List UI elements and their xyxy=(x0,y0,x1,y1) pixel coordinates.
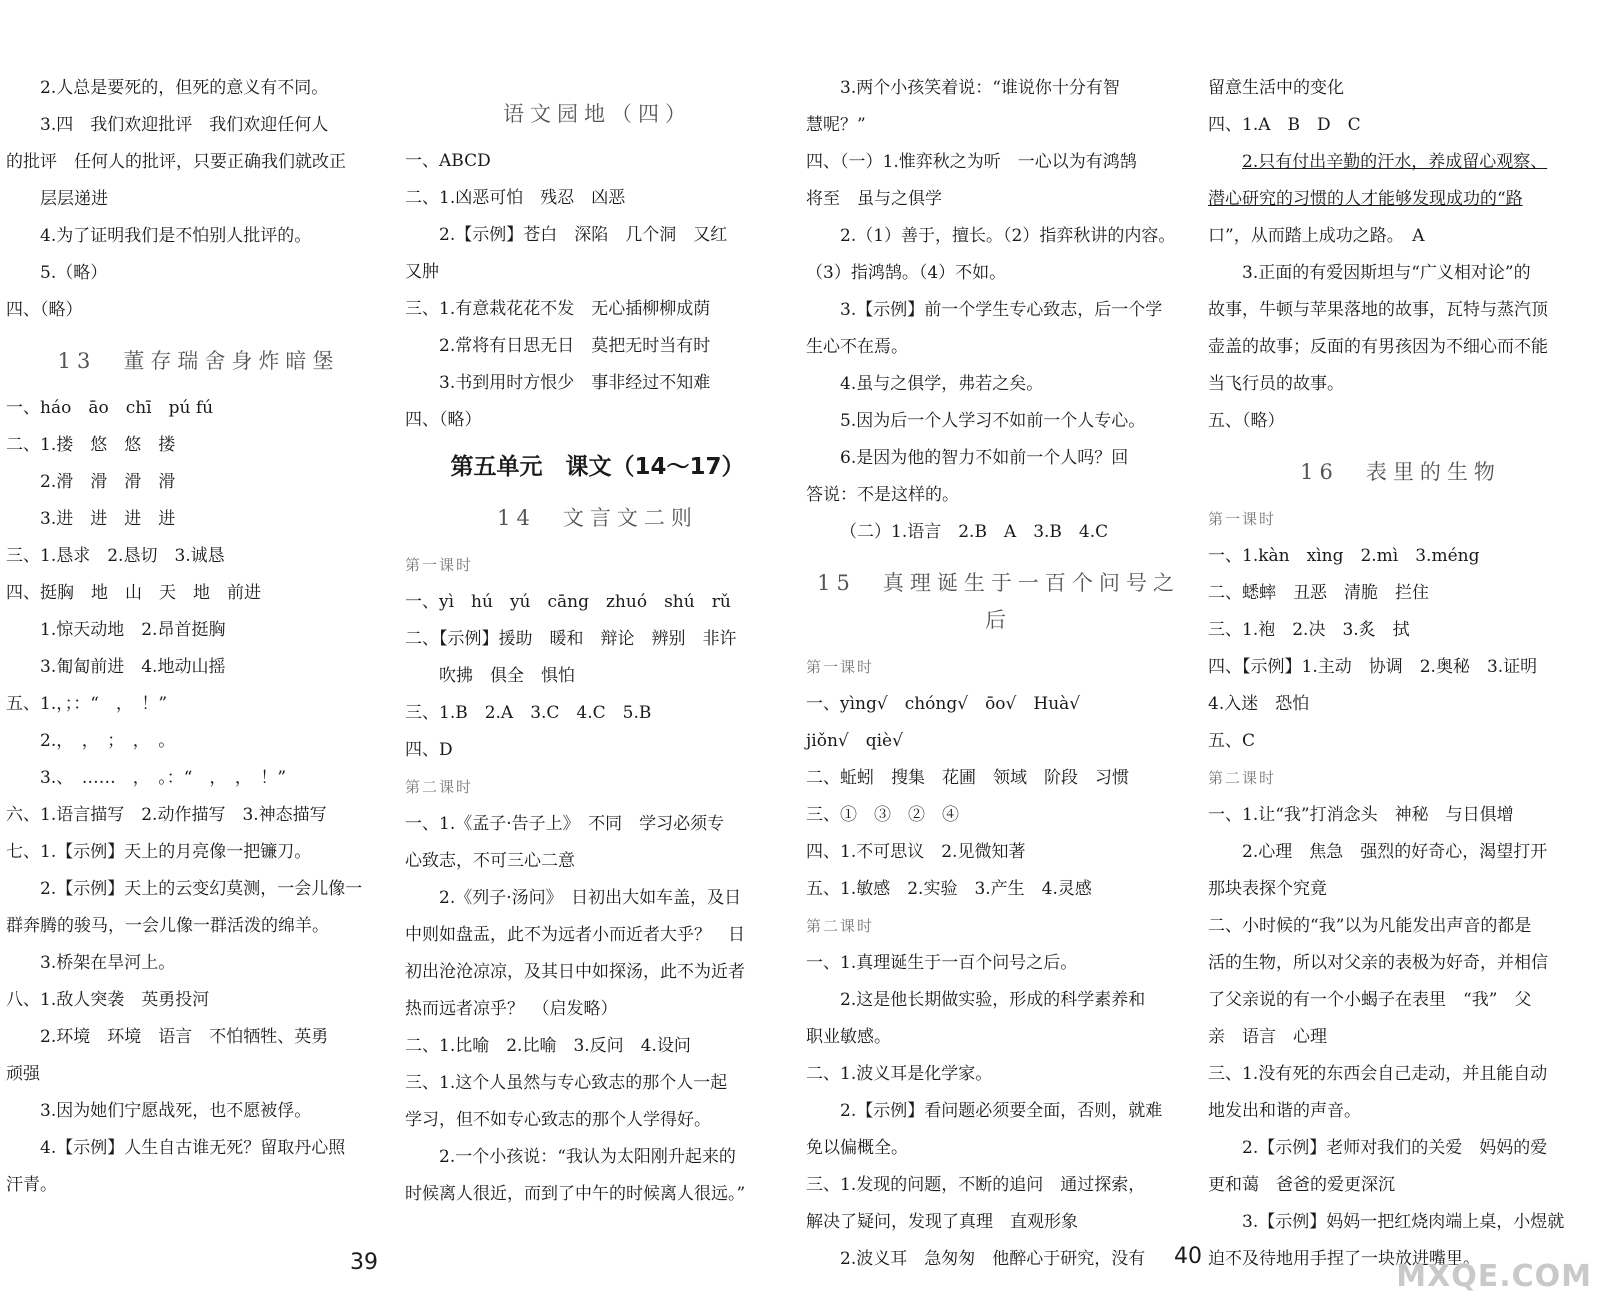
answer-line: 3.【示例】前一个学生专心致志，后一个学 xyxy=(840,300,1163,320)
answer-line: 时候离人很近，而到了中午的时候离人很远。” xyxy=(405,1184,746,1204)
answer-line: 三、1.B 2.A 3.C 4.C 5.B xyxy=(405,703,652,723)
answer-line: 一、ABCD xyxy=(405,151,491,171)
answer-line: 一、yìng√ chóng√ ōo√ Huà√ xyxy=(806,694,1081,714)
answer-line: 三、1.没有死的东西会自己走动，并且能自动 xyxy=(1208,1064,1548,1084)
answer-line: 2.【示例】老师对我们的关爱 妈妈的爱 xyxy=(1242,1138,1548,1158)
answer-line: 地发出和谐的声音。 xyxy=(1208,1101,1361,1121)
answer-line: 一、1.kàn xìng 2.mì 3.méng xyxy=(1208,546,1480,566)
answer-line: 3.正面的有爱因斯坦与“广义相对论”的 xyxy=(1242,263,1531,283)
answer-line: 四、挺胸 地 山 天 地 前进 xyxy=(6,583,261,603)
watermark-logo: MXQE.COM xyxy=(1396,1259,1592,1294)
answer-line: 5.（略） xyxy=(40,263,108,283)
column-3 xyxy=(806,70,1191,1278)
answer-line: 免以偏概全。 xyxy=(806,1138,908,1158)
column-4 xyxy=(1208,70,1593,1278)
answer-line: 2.心理 焦急 强烈的好奇心，渴望打开 xyxy=(1242,842,1548,862)
answer-line: 那块表探个究竟 xyxy=(1208,879,1327,899)
answer-line: 3.书到用时方恨少 事非经过不知难 xyxy=(439,373,711,393)
answer-line: 2.《列子·汤问》 日初出大如车盖，及日 xyxy=(439,888,742,908)
answer-line: 三、1.发现的问题，不断的追问 通过探索， xyxy=(806,1175,1146,1195)
answer-line: 故事，牛顿与苹果落地的故事，瓦特与蒸汽顶 xyxy=(1208,300,1548,320)
answer-line: 更和蔼 爸爸的爱更深沉 xyxy=(1208,1175,1395,1195)
answer-line: 职业敏感。 xyxy=(806,1027,891,1047)
lesson-period-label: 第二课时 xyxy=(806,917,875,935)
answer-line: 三、1.恳求 2.恳切 3.诚恳 xyxy=(6,546,225,566)
answer-line: 解决了疑问，发现了真理 直观形象 xyxy=(806,1212,1078,1232)
answer-line: jiǒn√ qiè√ xyxy=(806,731,903,751)
answer-line: 1.惊天动地 2.昂首挺胸 xyxy=(40,620,226,640)
answer-line: 2.这是他长期做实验，形成的科学素养和 xyxy=(840,990,1146,1010)
answer-line: 二、1.比喻 2.比喻 3.反问 4.设问 xyxy=(405,1036,691,1056)
answer-line: 二、1.搂 悠 悠 搂 xyxy=(6,435,176,455)
answer-line: 生心不在焉。 xyxy=(806,337,908,357)
answer-line: 热而远者凉乎？ （启发略） xyxy=(405,999,618,1019)
answer-line: 答说：不是这样的。 xyxy=(806,485,959,505)
answer-line: 二、【示例】援助 暖和 辩论 辨别 非许 xyxy=(405,629,737,649)
answer-line: 六、1.语言描写 2.动作描写 3.神态描写 xyxy=(6,805,327,825)
column-2 xyxy=(405,82,790,1213)
answer-line: 将至 虽与之俱学 xyxy=(806,189,942,209)
answer-line: 2.【示例】看问题必须要全面，否则，就难 xyxy=(840,1101,1163,1121)
answer-line: 五、（略） xyxy=(1208,411,1285,431)
answer-line: 四、（略） xyxy=(405,410,482,430)
answer-line: 2.人总是要死的，但死的意义有不同。 xyxy=(40,78,329,98)
answer-line: 慧呢？” xyxy=(806,115,866,135)
answer-line: 初出沧沧凉凉，及其日中如探汤，此不为近者 xyxy=(405,962,745,982)
lesson-title: 15 真理诞生于一百个问号之后 xyxy=(817,571,1180,632)
answer-line: 四、D xyxy=(405,740,453,760)
answer-line: 3.因为她们宁愿战死，也不愿被俘。 xyxy=(40,1101,312,1121)
unit-title: 第五单元 课文（14～17） xyxy=(450,454,745,480)
lesson-period-label: 第二课时 xyxy=(1208,769,1277,787)
answer-line: 学习，但不如专心致志的那个人学得好。 xyxy=(405,1110,711,1130)
answer-line: 2.一个小孩说：“我认为太阳刚升起来的 xyxy=(439,1147,736,1167)
answer-line: 一、1.《孟子·告子上》 不同 学习必须专 xyxy=(405,814,725,834)
answer-line: 层层递进 xyxy=(40,189,108,209)
lesson-period-label: 第一课时 xyxy=(1208,510,1277,528)
answer-line: 一、1.真理诞生于一百个问号之后。 xyxy=(806,953,1078,973)
answer-line: 2.波义耳 急匆匆 他醉心于研究，没有 xyxy=(840,1249,1146,1269)
answer-line: 三、① ③ ② ④ xyxy=(806,805,959,825)
lesson-period-label: 第一课时 xyxy=(806,658,875,676)
answer-line: 2.， ， ； ， 。 xyxy=(40,731,176,751)
answer-line: 壶盖的故事；反面的有男孩因为不细心而不能 xyxy=(1208,337,1548,357)
answer-line: 八、1.敌人突袭 英勇投河 xyxy=(6,990,210,1010)
answer-line: （二）1.语言 2.B A 3.B 4.C xyxy=(840,522,1109,542)
answer-line: 一、yì hú yú cāng zhuó shú rǔ xyxy=(405,592,731,612)
answer-line: 2.【示例】天上的云变幻莫测，一会儿像一 xyxy=(40,879,363,899)
page-number-left: 39 xyxy=(350,1250,378,1275)
answer-line: 3.进 进 进 进 xyxy=(40,509,176,529)
lesson-title: 语文园地（四） xyxy=(503,102,692,126)
lesson-period-label: 第二课时 xyxy=(405,778,474,796)
answer-line: 中则如盘盂，此不为远者小而近者大乎？ 日 xyxy=(405,925,745,945)
answer-line: 五、C xyxy=(1208,731,1256,751)
answer-line: 五、1.敏感 2.实验 3.产生 4.灵感 xyxy=(806,879,1092,899)
answer-line: 汗青。 xyxy=(6,1175,57,1195)
answer-line: 二、1.凶恶可怕 残忍 凶恶 xyxy=(405,188,626,208)
answer-line: 迫不及待地用手捏了一块放进嘴里。 xyxy=(1208,1249,1480,1269)
answer-line: 五、1.，；：“ ， ！” xyxy=(6,694,168,714)
answer-line: 4.入迷 恐怕 xyxy=(1208,694,1310,714)
answer-line: 七、1.【示例】天上的月亮像一把镰刀。 xyxy=(6,842,312,862)
answer-line: 四、【示例】1.主动 协调 2.奥秘 3.证明 xyxy=(1208,657,1538,677)
answer-line: 3.【示例】妈妈一把红烧肉端上桌，小煜就 xyxy=(1242,1212,1565,1232)
lesson-title: 13 董存瑞舍身炸暗堡 xyxy=(57,349,340,373)
answer-line: 一、háo āo chī pú fú xyxy=(6,398,214,418)
answer-line: 四、（略） xyxy=(6,300,83,320)
answer-line: 的批评 任何人的批评，只要正确我们就改正 xyxy=(6,152,346,172)
answer-line: 了父亲说的有一个小蝎子在表里 “我” 父 xyxy=(1208,990,1532,1010)
lesson-period-label: 第一课时 xyxy=(405,556,474,574)
answer-line: 当飞行员的故事。 xyxy=(1208,374,1344,394)
answer-line: 吹拂 俱全 惧怕 xyxy=(439,666,575,686)
answer-line: 亲 语言 心理 xyxy=(1208,1027,1327,1047)
answer-line: 二、蟋蟀 丑恶 清脆 拦住 xyxy=(1208,583,1429,603)
answer-line: 又肿 xyxy=(405,262,439,282)
answer-line: 活的生物，所以对父亲的表极为好奇，并相信 xyxy=(1208,953,1548,973)
lesson-title: 16 表里的生物 xyxy=(1300,460,1501,484)
answer-line: 三、1.有意栽花花不发 无心插柳柳成荫 xyxy=(405,299,711,319)
answer-line: 3.四 我们欢迎批评 我们欢迎任何人 xyxy=(40,115,329,135)
answer-line: 口”，从而踏上成功之路。 A xyxy=(1208,226,1425,246)
answer-line: （3）指鸿鹄。（4）不如。 xyxy=(806,263,1007,283)
answer-line: 3.两个小孩笑着说：“谁说你十分有智 xyxy=(840,78,1120,98)
answer-line: 顽强 xyxy=(6,1064,40,1084)
answer-line: 留意生活中的变化 xyxy=(1208,78,1344,98)
answer-line: 3.、 …… ， 。：“ ， ， ！” xyxy=(40,768,287,788)
answer-line: 四、1.不可思议 2.见微知著 xyxy=(806,842,1026,862)
answer-line: 4.虽与之俱学，弗若之矣。 xyxy=(840,374,1044,394)
answer-line: 2.常将有日思无日 莫把无时当有时 xyxy=(439,336,711,356)
answer-line: 4.为了证明我们是不怕别人批评的。 xyxy=(40,226,312,246)
answer-line: 二、1.波义耳是化学家。 xyxy=(806,1064,993,1084)
answer-line: 二、蚯蚓 搜集 花圃 领域 阶段 习惯 xyxy=(806,768,1129,788)
answer-line: 3.匍匐前进 4.地动山摇 xyxy=(40,657,226,677)
answer-line: 3.桥架在旱河上。 xyxy=(40,953,176,973)
page-number-right: 40 xyxy=(1174,1244,1202,1269)
answer-line: 2.滑 滑 滑 滑 xyxy=(40,472,176,492)
answer-line: 6.是因为他的智力不如前一个人吗？回 xyxy=(840,448,1129,468)
column-1 xyxy=(6,70,391,1204)
answer-line: 4.【示例】人生自古谁无死？留取丹心照 xyxy=(40,1138,346,1158)
answer-line: 群奔腾的骏马，一会儿像一群活泼的绵羊。 xyxy=(6,916,329,936)
answer-line: 2.环境 环境 语言 不怕牺牲、英勇 xyxy=(40,1027,329,1047)
answer-line: 2.（1）善于，擅长。（2）指弈秋讲的内容。 xyxy=(840,226,1176,246)
lesson-title: 14 文言文二则 xyxy=(497,506,698,530)
answer-line: 2.只有付出辛勤的汗水，养成留心观察、 xyxy=(1242,152,1548,172)
answer-line: 四、1.A B D C xyxy=(1208,115,1361,135)
answer-line: 四、（一）1.惟弈秋之为听 一心以为有鸿鹄 xyxy=(806,152,1137,172)
answer-line: 5.因为后一个人学习不如前一个人专心。 xyxy=(840,411,1146,431)
answer-line: 潜心研究的习惯的人才能够发现成功的“路 xyxy=(1208,189,1523,209)
answer-line: 2.【示例】苍白 深陷 几个洞 又红 xyxy=(439,225,728,245)
answer-line: 三、1.袍 2.决 3.炙 拭 xyxy=(1208,620,1410,640)
answer-line: 三、1.这个人虽然与专心致志的那个人一起 xyxy=(405,1073,728,1093)
answer-line: 二、小时候的“我”以为凡能发出声音的都是 xyxy=(1208,916,1532,936)
answer-line: 心致志，不可三心二意 xyxy=(405,851,575,871)
answer-line: 一、1.让“我”打消念头 神秘 与日俱增 xyxy=(1208,805,1514,825)
